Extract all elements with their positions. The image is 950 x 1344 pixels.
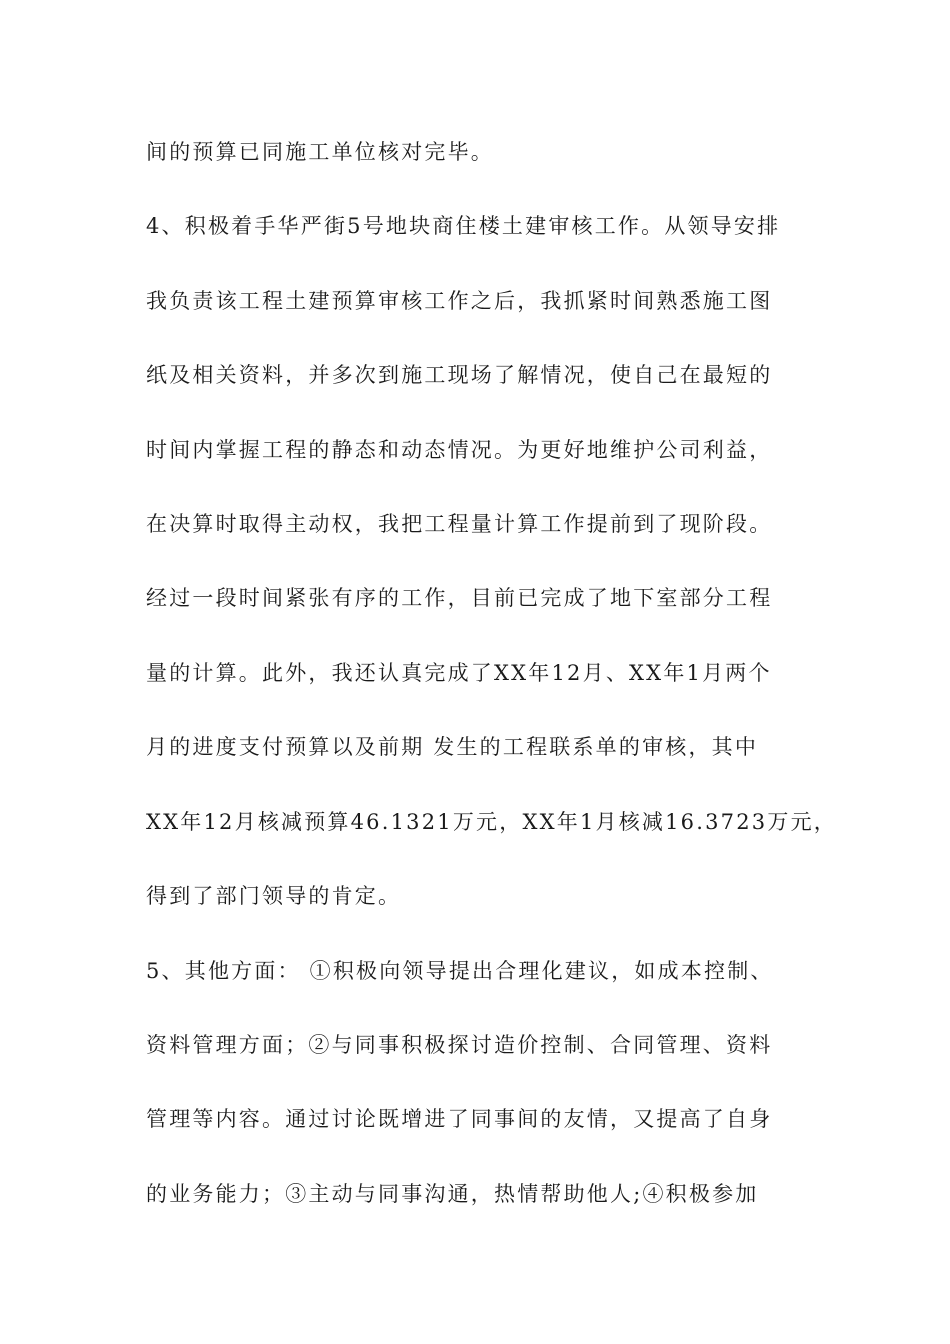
text-line-13: 资料管理方面；②与同事积极探讨造价控制、合同管理、资料 <box>146 1033 773 1057</box>
text-line-3: 我负责该工程土建预算审核工作之后，我抓紧时间熟悉施工图 <box>146 289 773 313</box>
text-line-10: XX年12月核减预算46.1321万元，XX年1月核减16.3723万元， <box>146 810 837 834</box>
text-line-15: 的业务能力；③主动与同事沟通，热情帮助他人;④积极参加 <box>146 1182 759 1206</box>
text-line-8: 量的计算。此外，我还认真完成了XX年12月、XX年1月两个 <box>146 661 772 685</box>
text-line-6: 在决算时取得主动权，我把工程量计算工作提前到了现阶段。 <box>146 512 773 536</box>
text-line-14: 管理等内容。通过讨论既增进了同事间的友情，又提高了自身 <box>146 1107 773 1131</box>
text-line-12: 5、其他方面： ①积极向领导提出合理化建议，如成本控制、 <box>146 959 774 983</box>
text-line-4: 纸及相关资料，并多次到施工现场了解情况，使自己在最短的 <box>146 363 773 387</box>
text-line-9: 月的进度支付预算以及前期 发生的工程联系单的审核，其中 <box>146 735 759 759</box>
text-line-5: 时间内掌握工程的静态和动态情况。为更好地维护公司利益， <box>146 438 773 462</box>
text-line-2: 4、积极着手华严街5号地块商住楼土建审核工作。从领导安排 <box>146 214 781 238</box>
text-line-1: 间的预算已同施工单位核对完毕。 <box>146 140 494 164</box>
text-line-7: 经过一段时间紧张有序的工作，目前已完成了地下室部分工程 <box>146 586 773 610</box>
text-line-11: 得到了部门领导的肯定。 <box>146 884 402 908</box>
